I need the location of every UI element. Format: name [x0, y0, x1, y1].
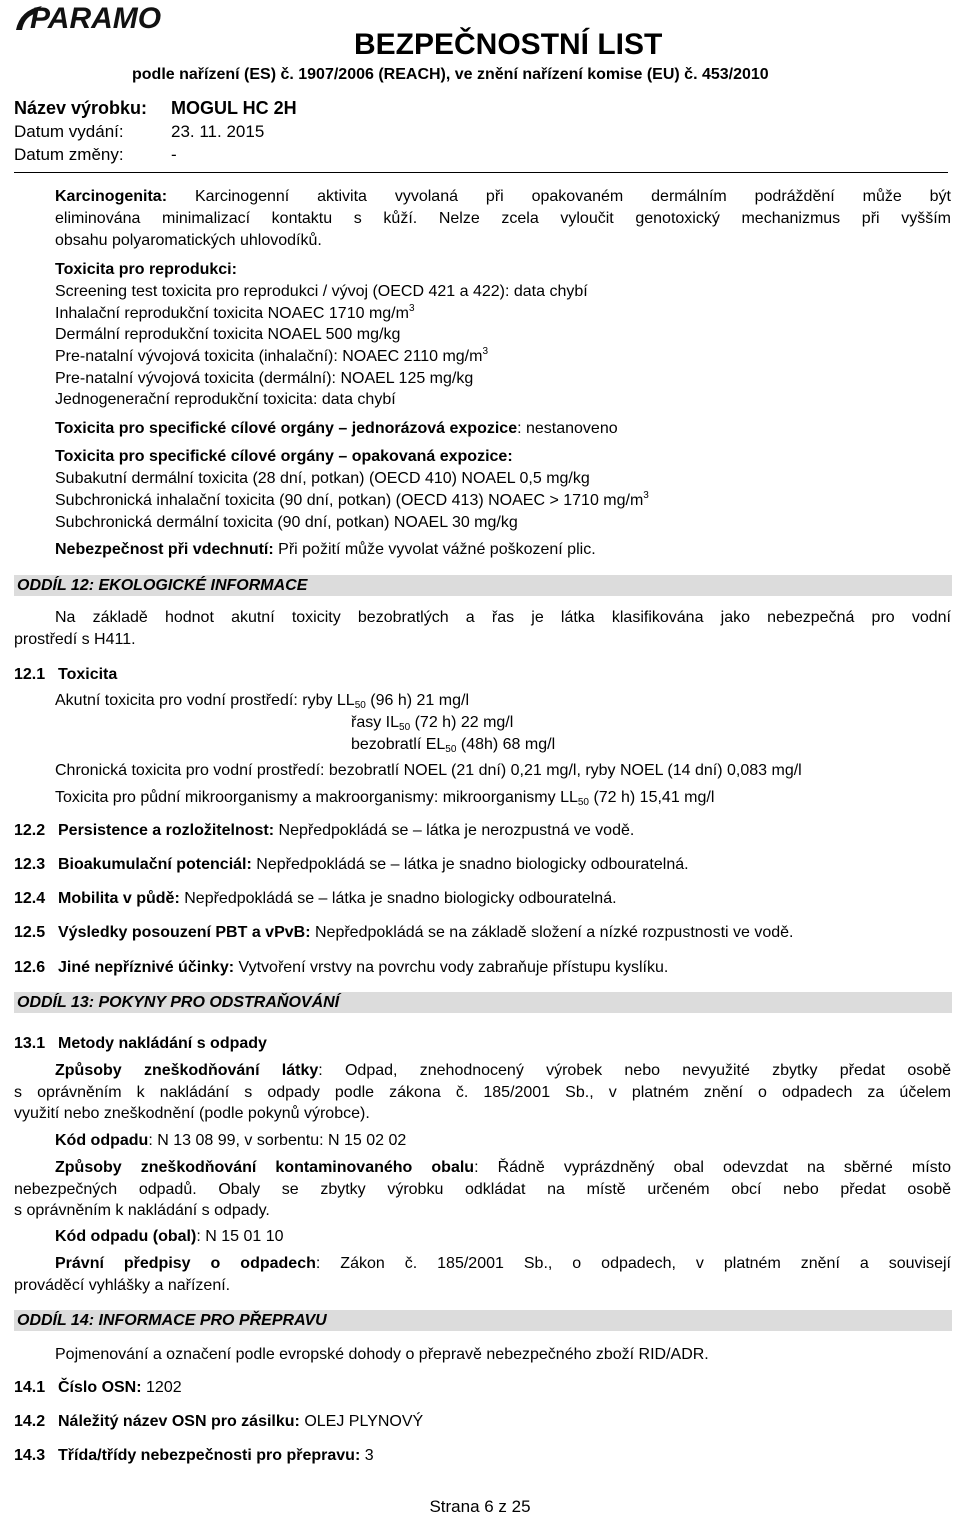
issue-date-row: [14, 122, 264, 142]
chronic-line: Chronická toxicita pro vodní prostředí: bezobratlí NOEL (21 dní) 0,21 mg/l, ryby NOEL (14 dní) 0,083 mg/l: [55, 762, 802, 779]
s14-2-line: 14.2 Náležitý název OSN pro zásilku: OLEJ PLYNOVÝ: [14, 1413, 424, 1430]
document-title: BEZPEČNOSTNÍ LIST: [354, 28, 663, 61]
packaging-line-3: s oprávněním k nakládání s odpady.: [14, 1202, 270, 1219]
stot-repeated-heading: Toxicita pro specifické cílové orgány – opakovaná expozice:: [55, 448, 513, 465]
s14-3-line: 14.3 Třída/třídy nebezpečnosti pro přepravu: 3: [14, 1447, 374, 1464]
disposal-line-3: využití nebo zneškodnění (podle pokynů výrobce).: [14, 1105, 370, 1122]
repro-line-2: Inhalační reprodukční toxicita NOAEC 1710 $mg/m^3$: [55, 303, 415, 322]
document-subtitle: podle nařízení (ES) č. 1907/2006 (REACH), ve znění nařízení komise (EU) č. 453/2010: [132, 66, 769, 83]
header-divider: [14, 172, 948, 173]
waste-code-line: Kód odpadu: N 13 08 99, v sorbentu: N 15 02 02: [55, 1132, 407, 1149]
s12-intro-line-1: Na základě hodnot akutní toxicity bezobratlých a řas je látka klasifikována jako nebezpečná pro vodní: [55, 609, 951, 626]
repro-heading: Toxicita pro reprodukci:: [55, 261, 237, 278]
change-date-row: [14, 145, 177, 165]
s12-2-line: 12.2 Persistence a rozložitelnost: Nepředpokládá se – látka je nerozpustná ve vodě.: [14, 822, 635, 839]
s12-1-heading: 12.1 Toxicita: [14, 666, 118, 683]
product-row: [14, 98, 297, 119]
repro-line-1: Screening test toxicita pro reprodukci / vývoj (OECD 421 a 422): data chybí: [55, 283, 588, 300]
karcino-line-3: obsahu polyaromatických uhlovodíků.: [55, 232, 322, 249]
packaging-line-2: nebezpečných odpadů. Obaly se zbytky výrobku odkládat na místě určeném obcí nebo předat osobě: [14, 1181, 951, 1198]
s13-1-heading: 13.1 Metody nakládání s odpady: [14, 1035, 267, 1052]
s12-3-line: 12.3 Bioakumulační potenciál: Nepředpokládá se – látka je snadno biologicky odbouratelná.: [14, 856, 689, 873]
disposal-line-2: s oprávněním k nakládání s odpady podle zákona č. 185/2001 Sb., v platném znění o odpadech za účelem: [14, 1084, 951, 1101]
aspiration-line: Nebezpečnost při vdechnutí: Při požití může vyvolat vážné poškození plic.: [55, 541, 596, 558]
change-date-label: Datum změny:: [14, 145, 124, 164]
repro-line-6: Jednogenerační reprodukční toxicita: data chybí: [55, 391, 396, 408]
stot-single-line: Toxicita pro specifické cílové orgány – jednorázová expozice: nestanoveno: [55, 420, 618, 437]
issue-date-label: Datum vydání:: [14, 122, 124, 141]
soil-line: Toxicita pro půdní mikroorganismy a makroorganismy: mikroorganismy $LL_{50}$ (72 h) 15,41 mg/l: [55, 789, 715, 808]
s12-5-line: 12.5 Výsledky posouzení PBT a vPvB: Nepředpokládá se na základě složení a nízké rozpustnosti ve vodě.: [14, 924, 794, 941]
waste-law-line-1: Právní předpisy o odpadech: Zákon č. 185/2001 Sb., o odpadech, v platném znění a souvisejí: [55, 1255, 952, 1272]
karcino-line-2: eliminována minimalizací kontaktu s kůží. Nelze zcela vyloučit genotoxický mechanizmus při vyšším: [55, 210, 951, 227]
packaging-line-1: Způsoby zneškodňování kontaminovaného obalu: Řádně vyprázdněný obal odevzdat na sběrné místo: [55, 1159, 952, 1176]
s12-4-line: 12.4 Mobilita v půdě: Nepředpokládá se – látka je snadno biologicky odbouratelná.: [14, 890, 617, 907]
product-value: MOGUL HC 2H: [171, 98, 297, 118]
change-date-value: -: [171, 145, 177, 164]
paramo-logo: [14, 0, 214, 40]
disposal-line-1: Způsoby zneškodňování látky: Odpad, znehodnocený výrobek nebo nevyužité zbytky předat osobě: [55, 1062, 951, 1079]
page-number: Strana 6 z 25: [429, 1497, 531, 1516]
stot-repeated-line-3: Subchronická dermální toxicita (90 dní, potkan) NOAEL 30 mg/kg: [55, 514, 518, 531]
repro-line-5: Pre-natalní vývojová toxicita (dermální): NOAEL 125 mg/kg: [55, 370, 474, 387]
waste-code-packaging-line: Kód odpadu (obal): N 15 01 10: [55, 1228, 284, 1245]
s14-1-line: 14.1 Číslo OSN: 1202: [14, 1379, 182, 1396]
issue-date-value: 23. 11. 2015: [171, 122, 265, 141]
acute-line-2: řasy $IL_{50}$ (72 h) 22 mg/l: [351, 714, 514, 733]
karcino-line-1: Karcinogenita: Karcinogenní aktivita vyvolaná při opakovaném dermálním podráždění může být: [55, 188, 951, 205]
s12-intro-line-2: prostředí s H411.: [14, 631, 136, 648]
stot-repeated-line-1: Subakutní dermální toxicita (28 dní, potkan) (OECD 410) NOAEL 0,5 mg/kg: [55, 470, 590, 487]
s12-6-line: 12.6 Jiné nepříznivé účinky: Vytvoření vrstvy na povrchu vody zabraňuje přístupu kyslíku.: [14, 959, 669, 976]
acute-line-3: bezobratlí $EL_{50}$ (48h) 68 mg/l: [351, 736, 556, 755]
stot-repeated-line-2: Subchronická inhalační toxicita (90 dní, potkan) (OECD 413) NOAEC > 1710 $mg/m^3$: [55, 490, 649, 509]
repro-line-3: Dermální reprodukční toxicita NOAEL 500 mg/kg: [55, 326, 401, 343]
acute-line-1: Akutní toxicita pro vodní prostředí: ryby $LL_{50}$ (96 h) 21 mg/l: [55, 692, 469, 711]
section-12-header: ODDÍL 12: EKOLOGICKÉ INFORMACE: [14, 575, 952, 596]
waste-law-line-2: prováděcí vyhlášky a nařízení.: [14, 1277, 231, 1294]
logo-text: PARAMO: [30, 2, 162, 35]
section-13-header: ODDÍL 13: POKYNY PRO ODSTRAŇOVÁNÍ: [14, 992, 952, 1013]
section-14-header: ODDÍL 14: INFORMACE PRO PŘEPRAVU: [14, 1310, 952, 1331]
repro-line-4: Pre-natalní vývojová toxicita (inhalační): NOAEC 2110 $mg/m^3$: [55, 346, 488, 365]
product-label: Název výrobku:: [14, 98, 148, 118]
s14-intro: Pojmenování a označení podle evropské dohody o přepravě nebezpečného zboží RID/ADR.: [55, 1346, 709, 1363]
